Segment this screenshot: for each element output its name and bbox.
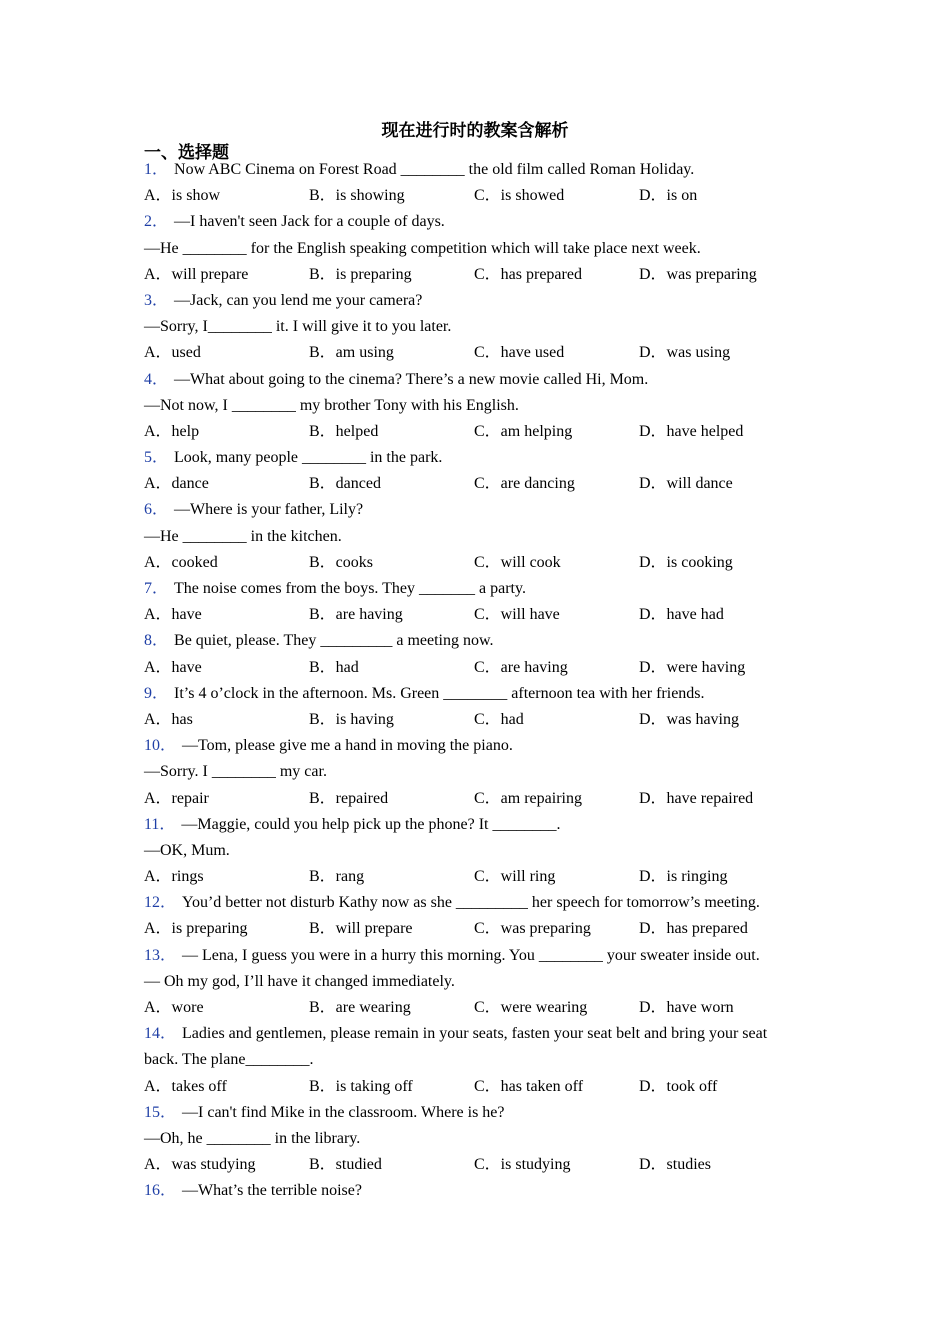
answer-option[interactable]: D．have had (639, 606, 724, 624)
answer-options (144, 786, 804, 812)
question-text: —OK, Mum. (144, 841, 230, 859)
question-text: Ladies and gentlemen, please remain in your seats, fasten your seat belt and bring your seat (182, 1025, 768, 1043)
question-text-line (144, 969, 804, 995)
question-text-line (144, 1126, 804, 1152)
answer-option[interactable]: D．took off (639, 1077, 718, 1095)
question-text: Now ABC Cinema on Forest Road ________ the old film called Roman Holiday. (174, 161, 695, 178)
question-text-line (144, 497, 804, 523)
question-item (144, 733, 804, 812)
question-text: —He ________ in the kitchen. (144, 527, 342, 545)
answer-option[interactable]: B．will prepare (309, 920, 413, 938)
question-text: —Oh, he ________ in the library. (144, 1129, 361, 1147)
answer-options (144, 916, 804, 942)
question-text: —Where is your father, Lily? (174, 501, 364, 519)
question-number: 15． (144, 1103, 177, 1121)
answer-option[interactable]: D．were having (639, 658, 746, 676)
answer-option[interactable]: B．helped (309, 422, 379, 440)
answer-option[interactable]: B．is showing (309, 187, 405, 205)
question-number: 5． (144, 449, 169, 467)
question-text: — Lena, I guess you were in a hurry this morning. You ________ your sweater inside out. (182, 946, 760, 964)
question-number: 16． (144, 1182, 177, 1200)
answer-option[interactable]: D．studies (639, 1156, 712, 1174)
question-item (144, 209, 804, 288)
question-list (144, 157, 804, 1205)
answer-option[interactable]: D．has prepared (639, 920, 748, 938)
answer-option[interactable]: A．dance (144, 475, 209, 493)
answer-option[interactable]: A．wore (144, 999, 204, 1016)
question-item (144, 681, 804, 733)
answer-options (144, 340, 804, 366)
question-text: It’s 4 o’clock in the afternoon. Ms. Green ________ afternoon tea with her friends. (174, 684, 705, 702)
question-item (144, 812, 804, 891)
question-item (144, 576, 804, 628)
answer-option[interactable]: D．have worn (639, 999, 734, 1016)
answer-option[interactable]: A．will prepare (144, 265, 249, 283)
answer-option[interactable]: C．has prepared (474, 265, 582, 283)
question-text-line (144, 681, 804, 707)
answer-options (144, 471, 804, 497)
question-text-line (144, 1100, 804, 1126)
answer-option[interactable]: A．is show (144, 187, 221, 205)
question-item (144, 497, 804, 576)
question-number: 2． (144, 213, 169, 231)
answer-option[interactable]: A．cooked (144, 553, 218, 571)
answer-option[interactable]: A．is preparing (144, 920, 248, 938)
question-text-line (144, 367, 804, 393)
question-text: —I haven't seen Jack for a couple of days. (174, 213, 445, 231)
question-number: 14． (144, 1025, 177, 1043)
question-text-line (144, 890, 804, 916)
answer-option[interactable]: B．is preparing (309, 265, 412, 283)
question-text: You’d better not disturb Kathy now as she _________ her speech for tomorrow’s meeting. (182, 894, 760, 912)
answer-option[interactable]: A．help (144, 422, 200, 440)
question-text: —He ________ for the English speaking competition which will take place next week. (144, 239, 701, 257)
answer-option[interactable]: A．takes off (144, 1077, 227, 1095)
answer-option[interactable]: C．am helping (474, 422, 573, 440)
question-text-line (144, 524, 804, 550)
question-text-line (144, 209, 804, 235)
answer-options (144, 550, 804, 576)
question-text: —Tom, please give me a hand in moving the piano. (182, 737, 513, 755)
question-number: 6． (144, 501, 169, 519)
document-title: 现在进行时的教案含解析 (381, 121, 569, 141)
question-text-line (144, 236, 804, 262)
answer-option[interactable]: B．is taking off (309, 1077, 413, 1095)
question-item (144, 890, 804, 942)
question-item (144, 628, 804, 680)
question-number: 13． (144, 946, 177, 964)
section-heading: 一、选择题 (144, 143, 229, 163)
question-number: 8． (144, 632, 169, 650)
answer-option[interactable]: D．is on (639, 187, 698, 205)
question-item (144, 1021, 804, 1100)
question-text-line (144, 759, 804, 785)
question-item (144, 445, 804, 497)
question-text-line (144, 1021, 804, 1047)
question-number: 11． (144, 815, 176, 833)
question-item (144, 288, 804, 367)
answer-option[interactable]: D．is cooking (639, 553, 733, 571)
answer-option[interactable]: D．was preparing (639, 265, 757, 283)
answer-option[interactable]: B．is having (309, 710, 394, 728)
answer-option[interactable]: B．rang (309, 868, 365, 886)
answer-options (144, 419, 804, 445)
answer-option[interactable]: B．are having (309, 606, 403, 624)
answer-option[interactable]: B．cooks (309, 553, 374, 571)
answer-options (144, 1074, 804, 1100)
question-text-line (144, 393, 804, 419)
answer-option[interactable]: A．has (144, 710, 193, 728)
question-number: 3． (144, 291, 169, 309)
question-text-line (144, 812, 804, 838)
question-text: —I can't find Mike in the classroom. Where is he? (182, 1103, 505, 1121)
answer-option[interactable]: C．was preparing (474, 920, 591, 938)
question-number: 1． (144, 161, 169, 178)
question-text: —Sorry. I ________ my car. (144, 763, 327, 781)
question-item (144, 367, 804, 446)
question-text-line (144, 157, 804, 183)
answer-option[interactable]: B．are wearing (309, 999, 411, 1016)
answer-option[interactable]: C．will ring (474, 868, 556, 886)
answer-option[interactable]: C．is showed (474, 187, 565, 205)
question-item (144, 1178, 804, 1204)
answer-options (144, 655, 804, 681)
answer-options (144, 707, 804, 733)
answer-option[interactable]: A．repair (144, 789, 209, 807)
answer-option[interactable]: C．are having (474, 658, 568, 676)
answer-option[interactable]: C．am repairing (474, 789, 582, 807)
answer-options (144, 183, 804, 209)
answer-option[interactable]: B．had (309, 658, 359, 676)
answer-option[interactable]: A．have (144, 606, 202, 624)
question-text-line (144, 288, 804, 314)
answer-option[interactable]: C．had (474, 710, 524, 728)
answer-option[interactable]: D．was using (639, 344, 731, 362)
answer-option[interactable]: B．am using (309, 344, 394, 362)
question-text: The noise comes from the boys. They _______ a party. (174, 580, 526, 597)
answer-option[interactable]: B．studied (309, 1156, 382, 1174)
question-text: —Maggie, could you help pick up the phone? It ________. (181, 815, 561, 833)
question-text: —Not now, I ________ my brother Tony with his English. (144, 396, 519, 414)
question-text: —Jack, can you lend me your camera? (174, 291, 423, 309)
answer-option[interactable]: C．is studying (474, 1156, 571, 1174)
question-text: —What’s the terrible noise? (182, 1182, 362, 1200)
answer-option[interactable]: A．have (144, 658, 202, 676)
answer-option[interactable]: C．has taken off (474, 1077, 584, 1095)
answer-option[interactable]: A．rings (144, 868, 204, 886)
answer-options (144, 1152, 804, 1178)
answer-option[interactable]: D．have helped (639, 422, 744, 440)
question-number: 9． (144, 684, 169, 702)
question-item (144, 157, 804, 209)
answer-option[interactable]: C．have used (474, 344, 565, 362)
question-text: —What about going to the cinema? There’s a new movie called Hi, Mom. (174, 370, 649, 388)
question-text: back. The plane________. (144, 1051, 314, 1069)
question-text: Look, many people ________ in the park. (174, 449, 443, 467)
question-number: 7． (144, 580, 169, 597)
question-text: Be quiet, please. They _________ a meeting now. (174, 632, 494, 650)
answer-option[interactable]: D．was having (639, 710, 739, 728)
question-text-line (144, 314, 804, 340)
answer-option[interactable]: A．was studying (144, 1156, 256, 1174)
question-text: —Sorry, I________ it. I will give it to you later. (144, 318, 452, 336)
question-text-line (144, 1178, 804, 1204)
question-text-line (144, 943, 804, 969)
question-text-line (144, 733, 804, 759)
question-text-line (144, 445, 804, 471)
answer-option[interactable]: D．is ringing (639, 868, 728, 886)
answer-option[interactable]: C．are dancing (474, 475, 575, 493)
answer-option[interactable]: C．were wearing (474, 999, 588, 1016)
question-text-line (144, 1047, 804, 1073)
answer-option[interactable]: A．used (144, 344, 201, 362)
answer-option[interactable]: D．will dance (639, 475, 733, 493)
answer-option[interactable]: B．repaired (309, 789, 389, 807)
answer-option[interactable]: C．will have (474, 606, 560, 624)
question-number: 12． (144, 894, 177, 912)
answer-options (144, 995, 804, 1021)
question-text-line (144, 838, 804, 864)
answer-options (144, 262, 804, 288)
question-item (144, 1100, 804, 1179)
answer-option[interactable]: B．danced (309, 475, 381, 493)
question-text-line (144, 576, 804, 602)
question-item (144, 943, 804, 1022)
answer-options (144, 602, 804, 628)
question-text-line (144, 628, 804, 654)
answer-option[interactable]: C．will cook (474, 553, 561, 571)
question-number: 10． (144, 737, 177, 755)
question-number: 4． (144, 370, 169, 388)
answer-options (144, 864, 804, 890)
answer-option[interactable]: D．have repaired (639, 789, 754, 807)
question-text: — Oh my god, I’ll have it changed immediately. (144, 972, 455, 990)
